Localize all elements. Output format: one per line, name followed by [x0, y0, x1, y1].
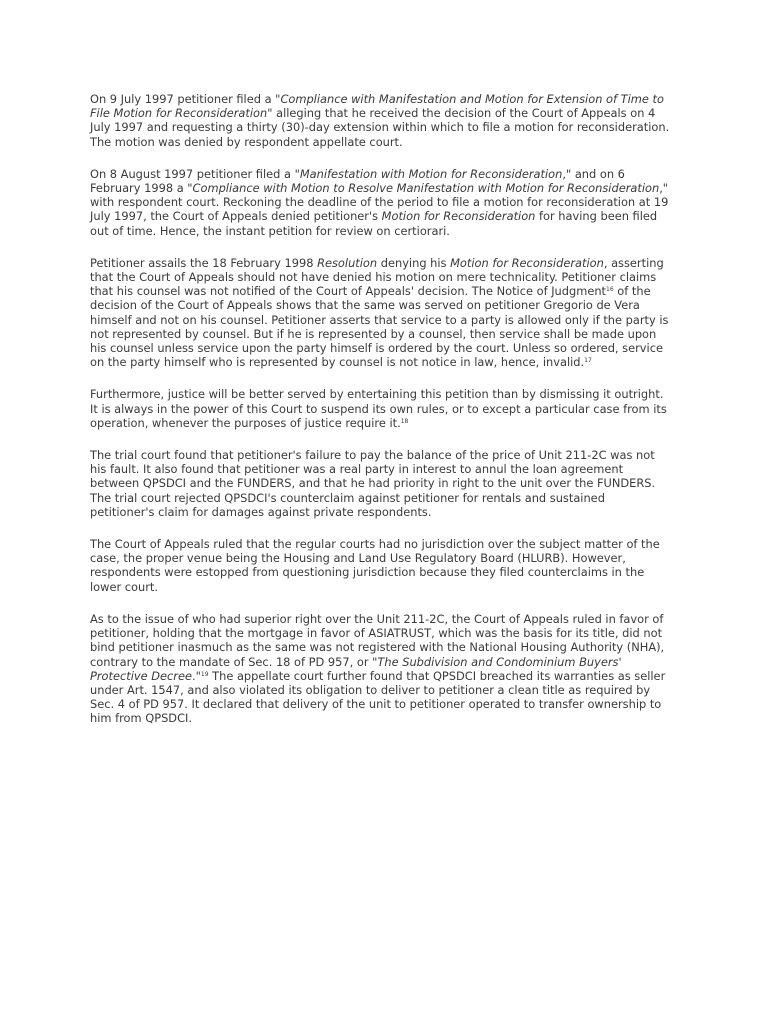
- text-run: " alleging that he received the decision of the Court of Appeals on 4 July 1997 and requesting a thirty (30)-day extension within which to file a motion for reconsideration. The motion was denied by respondent appellate court.: [90, 106, 670, 149]
- text-run: denying his: [377, 255, 451, 270]
- text-run: As to the issue of who had superior right over the Unit 211-2C, the Court of Appeals ruled in favor of petitioner, holding that the mortgage in favor of ASIATRUST, which was the basis for its title, did not bind petitioner inasmuch as the same was not registered with the National Housing Authority (NHA), contrary to the mandate of Sec. 18 of PD 957, or ": [90, 611, 665, 669]
- text-run: of the decision of the Court of Appeals shows that the same was served on petitioner Gregorio de Vera himself and not on his counsel. Petitioner asserts that service to a party is allowed only if the party is not represented by counsel. But if he is represented by a counsel, then service shall be made upon his counsel unless service upon the party himself is ordered by the court. Unless so ordered, service on the party himself who is represented by counsel is not notice in law, hence, invalid.: [90, 284, 669, 370]
- italic-text: Manifestation with Motion for Reconsideration: [299, 166, 563, 181]
- footnote-ref: 18: [400, 417, 409, 425]
- footnote-ref: 17: [584, 357, 592, 365]
- italic-text: Compliance with Manifestation and Motion for Extension of Time to File Motion for Reconsideration: [90, 92, 664, 121]
- italic-text: The Subdivision and Condominium Buyers' Protective Decree: [90, 654, 622, 683]
- paragraph-4: [90, 387, 670, 430]
- paragraph-1: [90, 92, 670, 149]
- text-run: ," and on 6 February 1998 a ": [90, 166, 625, 196]
- paragraph-5: [90, 448, 670, 519]
- text-run: for having been filed out of time. Hence, the instant petition for review on certiorari.: [90, 209, 658, 238]
- paragraph-7: [90, 612, 670, 726]
- text-run: ," with respondent court. Reckoning the deadline of the period to file a motion for reconsideration at 19 July 1997, the Court of Appeals denied petitioner's: [90, 181, 669, 224]
- document-body: [90, 92, 670, 744]
- text-run: , asserting that the Court of Appeals should not have denied his motion on mere technicality. Petitioner claims that his counsel was not notified of the Court of Appeals' decision. The Notice of Judgment: [90, 255, 664, 299]
- italic-text: Motion for Reconsideration: [450, 255, 604, 270]
- text-run: On 9 July 1997 petitioner filed a ": [90, 92, 281, 106]
- text-run: Furthermore, justice will be better served by entertaining this petition than by dismissing it outright. It is always in the power of this Court to suspend its own rules, or to except a particular case from its operation, whenever the purposes of justice require it.: [90, 387, 667, 430]
- text-run: The appellate court further found that QPSDCI breached its warranties as seller under Art. 1547, and also violated its obligation to deliver to petitioner a clean title as required by Sec. 4 of PD 957. It declared that delivery of the unit to petitioner operated to transfer ownership to him from QPSDCI.: [90, 668, 666, 726]
- paragraph-3: [90, 256, 670, 370]
- italic-text: Resolution: [317, 255, 378, 270]
- text-run: Petitioner assails the 18 February 1998: [90, 255, 318, 270]
- footnote-ref: 16: [606, 286, 614, 294]
- paragraph-6: [90, 537, 670, 594]
- text-run: The trial court found that petitioner's failure to pay the balance of the price of Unit 211-2C was not his fault. It also found that petitioner was a real party in interest to annul the loan agreement between QPSDCI and the FUNDERS, and that he had priority in right to the unit over the FUNDERS. The trial court rejected QPSDCI's counterclaim against petitioner for rentals and sustained petitioner's claim for damages against private respondents.: [90, 448, 656, 519]
- italic-text: Motion for Reconsideration: [381, 209, 536, 224]
- text-run: On 8 August 1997 petitioner filed a ": [90, 166, 300, 181]
- italic-text: Compliance with Motion to Resolve Manifestation with Motion for Reconsideration: [192, 181, 660, 196]
- paragraph-2: [90, 167, 670, 238]
- footnote-ref: 19: [200, 670, 209, 678]
- text-run: The Court of Appeals ruled that the regular courts had no jurisdiction over the subject matter of the case, the proper venue being the Housing and Land Use Regulatory Board (HLURB). However, respondents were estopped from questioning jurisdiction because they filed counterclaims in the lower court.: [90, 537, 660, 594]
- text-run: .": [192, 668, 201, 683]
